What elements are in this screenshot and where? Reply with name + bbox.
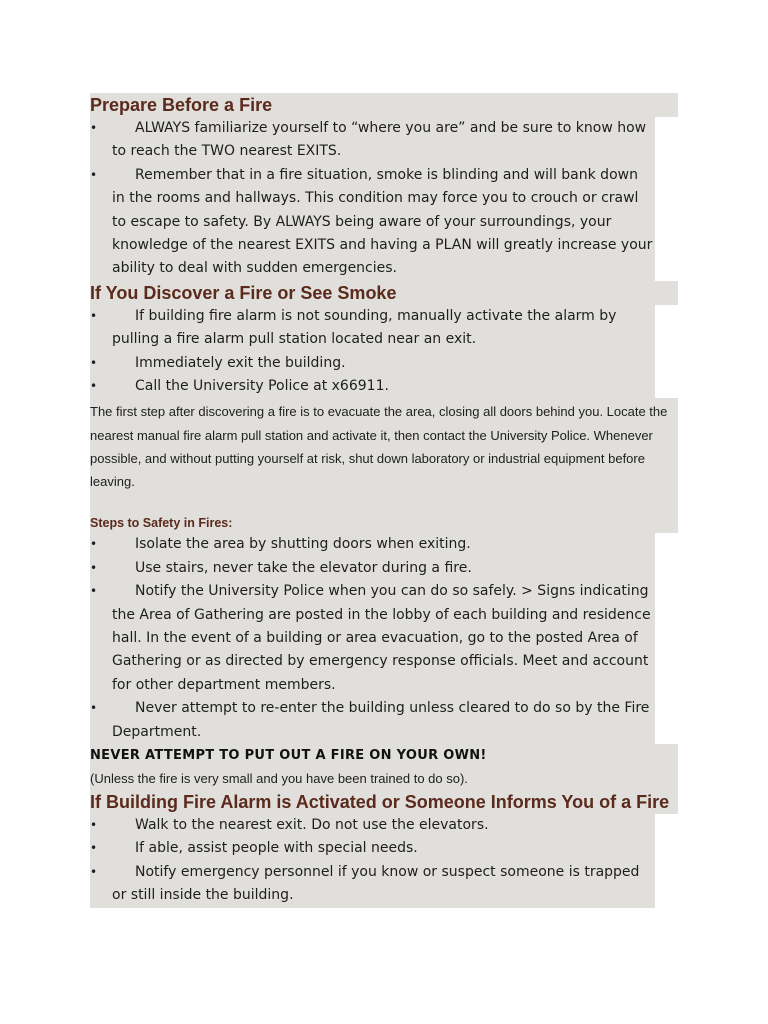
prepare-item bbox=[90, 164, 655, 281]
alarm-list-band bbox=[90, 814, 655, 908]
alarm-heading: If Building Fire Alarm is Activated or Someone Informs You of a Fire bbox=[90, 791, 670, 812]
discover-item bbox=[90, 375, 655, 398]
discover-heading-band bbox=[90, 281, 678, 305]
bullet-icon: • bbox=[90, 864, 98, 879]
paragraph-spacer bbox=[90, 493, 678, 513]
prepare-item-text: ALWAYS familiarize yourself to “where you are” and be sure to know how to reach the TWO nearest EXITS. bbox=[112, 120, 647, 160]
alarm-list bbox=[90, 814, 655, 908]
bullet-icon: • bbox=[90, 121, 98, 135]
bullet-icon: • bbox=[90, 701, 98, 716]
discover-item bbox=[90, 305, 655, 352]
steps-item bbox=[90, 557, 655, 580]
steps-item-text: Notify the University Police when you can do so safely. > Signs indicating the Area of Gathering are posted in the lobby of each building and residence hall. In the event of a building or area evacuation, go to the posted Area of Gathering or as directed by emergency response officials. Meet and account for other department members. bbox=[112, 583, 651, 693]
discover-item-text: If building fire alarm is not sounding, manually activate the alarm by pulling a fire alarm pull station located near an exit. bbox=[112, 307, 617, 348]
discover-heading: If You Discover a Fire or See Smoke bbox=[90, 282, 397, 303]
steps-item-text: Isolate the area by shutting doors when exiting. bbox=[135, 536, 471, 553]
bullet-icon: • bbox=[90, 355, 98, 370]
bullet-icon: • bbox=[90, 379, 98, 394]
steps-item-text: Never attempt to re-enter the building unless cleared to do so by the Fire Department. bbox=[112, 700, 650, 740]
warning-text: NEVER ATTEMPT TO PUT OUT A FIRE ON YOUR OWN! bbox=[90, 747, 487, 763]
bullet-icon: • bbox=[90, 817, 98, 832]
prepare-list bbox=[90, 117, 655, 281]
steps-item bbox=[90, 580, 655, 697]
prepare-item bbox=[90, 117, 655, 164]
bullet-icon: • bbox=[90, 584, 98, 599]
alarm-item bbox=[90, 861, 655, 908]
steps-item bbox=[90, 697, 655, 744]
steps-list-band bbox=[90, 533, 655, 744]
steps-title: Steps to Safety in Fires: bbox=[90, 516, 233, 531]
discover-item-text: Immediately exit the building. bbox=[135, 354, 346, 371]
bullet-icon: • bbox=[90, 537, 98, 552]
discover-item bbox=[90, 352, 655, 375]
discover-item-text: Call the University Police at x66911. bbox=[135, 378, 389, 395]
bullet-icon: • bbox=[90, 167, 98, 182]
bullet-icon: • bbox=[90, 560, 98, 575]
prepare-heading-band bbox=[90, 93, 678, 117]
prepare-item-text: Remember that in a fire situation, smoke is blinding and will bank down in the rooms and hallways. This condition may force you to crouch or crawl to escape to safety. By ALWAYS being aware of your surroundings, your knowledge of the nearest EXITS and having a PLAN will greatly increase your ability to deal with sudden emergencies. bbox=[112, 166, 653, 277]
bullet-icon: • bbox=[90, 308, 98, 323]
discover-paragraph: The first step after discovering a fire is to evacuate the area, closing all doors behind you. Locate the nearest manual fire alarm pull station and activate it, then contact the University Police. Whenever possible, and without putting yourself at risk, shut down laboratory or industrial equipment before leaving. bbox=[90, 404, 668, 490]
bullet-icon: • bbox=[90, 841, 98, 856]
alarm-item-text: If able, assist people with special needs. bbox=[135, 840, 418, 857]
alarm-item-text: Walk to the nearest exit. Do not use the elevators. bbox=[135, 816, 489, 833]
document-content bbox=[90, 93, 678, 908]
prepare-list-band bbox=[90, 117, 655, 281]
warning-band bbox=[90, 744, 678, 814]
discover-list bbox=[90, 305, 655, 399]
discover-list-band bbox=[90, 305, 655, 399]
steps-list bbox=[90, 533, 655, 744]
prepare-heading: Prepare Before a Fire bbox=[90, 95, 273, 115]
alarm-item bbox=[90, 837, 655, 860]
discover-paragraph-band bbox=[90, 398, 678, 533]
steps-item-text: Use stairs, never take the elevator during a fire. bbox=[135, 559, 472, 576]
alarm-item-text: Notify emergency personnel if you know or suspect someone is trapped or still inside the building. bbox=[112, 863, 640, 904]
steps-item bbox=[90, 533, 655, 556]
alarm-item bbox=[90, 814, 655, 837]
warning-note: (Unless the fire is very small and you have been trained to do so). bbox=[90, 770, 468, 786]
